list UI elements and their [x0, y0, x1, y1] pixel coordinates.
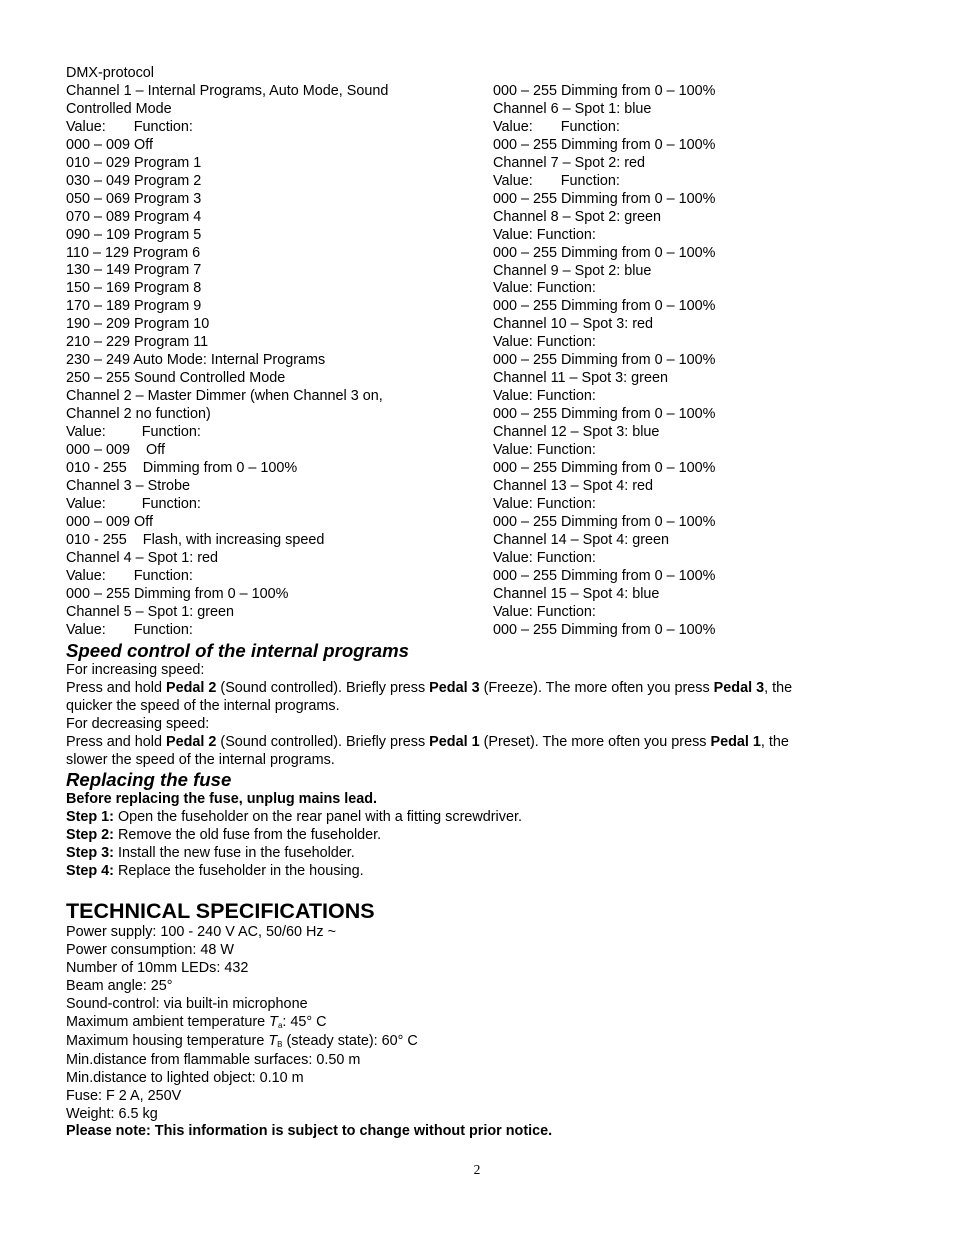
fuse-step: Step 3: Install the new fuse in the fuseholder.: [66, 844, 355, 861]
spec-housing-temp: Maximum housing temperature TB (steady state): 60° C: [66, 1032, 418, 1049]
text-line: 000 – 255 Dimming from 0 – 100%: [493, 190, 716, 207]
text-line: Controlled Mode: [66, 100, 172, 117]
spec-flammable: Min.distance from flammable surfaces: 0.50 m: [66, 1051, 361, 1068]
text-line: 000 – 255 Dimming from 0 – 100%: [493, 83, 716, 99]
text-line: Channel 1 – Internal Programs, Auto Mode, Sound: [66, 82, 389, 99]
spec-power-supply: Power supply: 100 - 240 V AC, 50/60 Hz ~: [66, 924, 336, 940]
text-line: Value: Function:: [493, 280, 596, 297]
text-line: 000 – 255 Dimming from 0 – 100%: [493, 513, 716, 530]
spec-fuse: Fuse: F 2 A, 250V: [66, 1087, 182, 1104]
spec-weight: Weight: 6.5 kg: [66, 1105, 158, 1122]
dmx-left-column: [66, 65, 486, 640]
text-line: 000 – 009 Off: [66, 136, 153, 153]
speed-section: [66, 640, 866, 770]
text-line: 110 – 129 Program 6: [66, 244, 201, 261]
text-line: 090 – 109 Program 5: [66, 226, 202, 243]
text-line: 190 – 209 Program 10: [66, 316, 210, 333]
text-line: Value: Function:: [493, 334, 596, 351]
text-line: Value: Function:: [493, 118, 620, 135]
increase-paragraph-line2: quicker the speed of the internal programs.: [66, 697, 340, 714]
text-line: 000 – 255 Dimming from 0 – 100%: [493, 136, 716, 153]
text-line: Value: Function:: [493, 226, 596, 243]
text-line: 000 – 255 Dimming from 0 – 100%: [493, 352, 716, 369]
text-line: 210 – 229 Program 11: [66, 334, 209, 351]
increase-label: For increasing speed:: [66, 662, 205, 678]
text-line: Channel 3 – Strobe: [66, 477, 191, 494]
text-line: Value: Function:: [66, 621, 193, 638]
fuse-step: Step 1: Open the fuseholder on the rear panel with a fitting screwdriver.: [66, 808, 522, 825]
text-line: Value: Function:: [493, 603, 596, 620]
fuse-section: [66, 769, 866, 881]
spec-lighted: Min.distance to lighted object: 0.10 m: [66, 1069, 304, 1086]
dmx-right-column: [493, 83, 893, 640]
text-line: Value: Function:: [66, 567, 193, 584]
spec-sound: Sound-control: via built-in microphone: [66, 995, 308, 1012]
text-line: 000 – 009 Off: [66, 513, 153, 530]
text-line: 010 – 029 Program 1: [66, 154, 202, 171]
text-line: Channel 6 – Spot 1: blue: [493, 100, 652, 117]
text-line: 000 – 255 Dimming from 0 – 100%: [493, 567, 716, 584]
text-line: Channel 13 – Spot 4: red: [493, 477, 654, 494]
text-line: Value: Function:: [66, 118, 193, 135]
text-line: 010 - 255 Dimming from 0 – 100%: [66, 459, 298, 476]
text-line: DMX-protocol: [66, 65, 154, 81]
page-number: 2: [473, 1162, 481, 1177]
text-line: Channel 11 – Spot 3: green: [493, 370, 668, 387]
fuse-warning: Before replacing the fuse, unplug mains lead.: [66, 791, 378, 807]
text-line: Channel 14 – Spot 4: green: [493, 531, 670, 548]
text-line: Value: Function:: [66, 495, 201, 512]
text-line: Value: Function:: [66, 424, 201, 441]
text-line: 000 – 255 Dimming from 0 – 100%: [493, 621, 716, 638]
text-line: 170 – 189 Program 9: [66, 298, 202, 315]
text-line: Value: Function:: [493, 549, 596, 566]
text-line: Value: Function:: [493, 442, 596, 459]
text-line: Value: Function:: [493, 495, 596, 512]
text-line: 150 – 169 Program 8: [66, 280, 202, 297]
text-line: Channel 2 no function): [66, 406, 211, 423]
spec-note: Please note: This information is subject to change without prior notice.: [66, 1123, 553, 1140]
text-line: 250 – 255 Sound Controlled Mode: [66, 370, 286, 387]
text-line: Channel 8 – Spot 2: green: [493, 208, 662, 225]
text-line: Channel 9 – Spot 2: blue: [493, 262, 652, 279]
text-line: Value: Function:: [493, 172, 620, 189]
fuse-step: Step 2: Remove the old fuse from the fuseholder.: [66, 826, 382, 843]
spec-ambient-temp: Maximum ambient temperature Ta: 45° C: [66, 1013, 327, 1030]
spec-beam: Beam angle: 25°: [66, 977, 173, 994]
decrease-paragraph: Press and hold Pedal 2 (Sound controlled). Briefly press Pedal 1 (Preset). The more often you press Pedal 1, the: [66, 733, 789, 750]
fuse-step: Step 4: Replace the fuseholder in the housing.: [66, 862, 364, 879]
text-line: Channel 2 – Master Dimmer (when Channel 3 on,: [66, 388, 383, 405]
text-line: Value: Function:: [493, 388, 596, 405]
text-line: 000 – 255 Dimming from 0 – 100%: [493, 460, 716, 477]
decrease-paragraph-line2: slower the speed of the internal programs.: [66, 751, 335, 768]
text-line: 000 – 009 Off: [66, 442, 165, 459]
specs-section: [66, 898, 866, 1141]
text-line: 070 – 089 Program 4: [66, 208, 202, 225]
text-line: Channel 15 – Spot 4: blue: [493, 585, 660, 602]
text-line: 000 – 255 Dimming from 0 – 100%: [493, 244, 716, 261]
text-line: Channel 4 – Spot 1: red: [66, 549, 219, 566]
text-line: Channel 10 – Spot 3: red: [493, 316, 654, 333]
text-line: 130 – 149 Program 7: [66, 262, 202, 279]
text-line: Channel 7 – Spot 2: red: [493, 154, 646, 171]
text-line: 230 – 249 Auto Mode: Internal Programs: [66, 352, 326, 369]
text-line: 000 – 255 Dimming from 0 – 100%: [493, 406, 716, 423]
text-line: 000 – 255 Dimming from 0 – 100%: [493, 298, 716, 315]
specs-heading: TECHNICAL SPECIFICATIONS: [66, 899, 375, 923]
text-line: 000 – 255 Dimming from 0 – 100%: [66, 585, 289, 602]
spec-leds: Number of 10mm LEDs: 432: [66, 959, 249, 976]
decrease-label: For decreasing speed:: [66, 715, 210, 732]
text-line: Channel 12 – Spot 3: blue: [493, 424, 660, 441]
speed-heading: Speed control of the internal programs: [66, 640, 409, 661]
text-line: 030 – 049 Program 2: [66, 172, 202, 189]
text-line: 010 - 255 Flash, with increasing speed: [66, 531, 325, 548]
fuse-heading: Replacing the fuse: [66, 769, 232, 790]
increase-paragraph: Press and hold Pedal 2 (Sound controlled). Briefly press Pedal 3 (Freeze). The more often you press Pedal 3, the: [66, 679, 793, 696]
text-line: Channel 5 – Spot 1: green: [66, 603, 235, 620]
text-line: 050 – 069 Program 3: [66, 190, 202, 207]
spec-power-consumption: Power consumption: 48 W: [66, 941, 234, 958]
